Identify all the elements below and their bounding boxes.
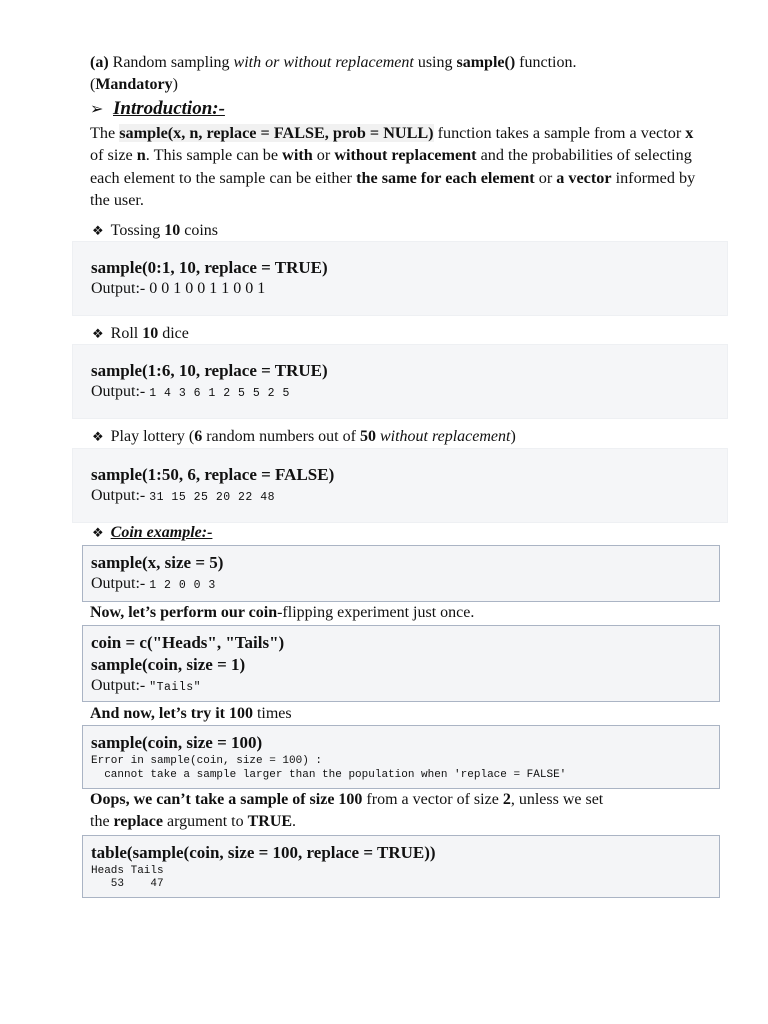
text: or: [534, 168, 557, 187]
heading-function-name: sample(): [456, 54, 516, 71]
text: Play lottery (: [110, 428, 195, 445]
text: informed by the user.: [90, 168, 696, 210]
text: . This sample can be: [145, 146, 283, 165]
text: dice: [158, 325, 189, 342]
text: The: [90, 124, 120, 142]
text: Tossing: [110, 222, 165, 239]
text-bold: the same for each element: [356, 168, 535, 187]
output-value: 0 0 1 0 0 1 1 0 0 1: [149, 280, 266, 297]
mandatory-label: Mandatory: [95, 76, 173, 93]
text: coins: [180, 222, 218, 239]
text: argument to: [163, 813, 248, 830]
heading-emphasis: with or without replacement: [233, 54, 414, 71]
diamond-bullet-icon: ❖: [92, 327, 104, 342]
code-block-dice: [72, 344, 728, 419]
code-block-flip-once: [82, 625, 720, 702]
text-bold: x: [685, 124, 694, 142]
oops-text-line1: [90, 789, 603, 811]
text: function takes a sample from a vector: [433, 124, 686, 142]
text: Roll: [110, 325, 143, 342]
error-line: Error in sample(coin, size = 100) :: [91, 755, 323, 767]
table-output-header: Heads Tails: [91, 865, 164, 877]
section-heading: [90, 52, 576, 74]
oops-text-line2: [90, 811, 296, 833]
text-bold: 10: [164, 222, 181, 239]
output-label: Output:-: [91, 280, 150, 297]
output-line: [91, 383, 290, 401]
output-line: [91, 677, 201, 695]
heading-text: using: [413, 54, 457, 71]
code-block-coins: [72, 241, 728, 316]
text-bold: 2: [502, 791, 511, 808]
output-label: Output:-: [91, 575, 150, 592]
output-label: Output:-: [91, 677, 150, 694]
text-bold: 100: [338, 791, 363, 808]
code-block-coin-example: [82, 545, 720, 602]
text: times: [252, 705, 292, 722]
bullet-play-lottery: [92, 426, 516, 449]
text-bold: without replacement: [334, 146, 477, 165]
code-line: coin = c("Heads", "Tails"): [91, 633, 285, 652]
code-line: sample(1:6, 10, replace = TRUE): [91, 361, 328, 380]
output-label: Output:-: [91, 383, 150, 400]
text-bold: 100: [228, 705, 253, 722]
text: of size: [90, 146, 137, 165]
code-line: table(sample(coin, size = 100, replace = TRUE)): [91, 843, 436, 862]
bullet-coin-example: [92, 522, 212, 545]
output-value: 31 15 25 20 22 48: [149, 491, 276, 504]
heading-text: function.: [515, 54, 577, 71]
text-bold: 6: [194, 428, 203, 445]
text: , unless we set: [510, 791, 604, 808]
text-bold: 10: [142, 325, 159, 342]
text: the: [90, 813, 114, 830]
text-bold: 50: [359, 428, 376, 445]
paren: ): [172, 76, 178, 93]
bullet-roll-dice: [92, 323, 189, 346]
text-bold: with: [282, 146, 313, 165]
code-line: sample(coin, size = 1): [91, 655, 246, 674]
error-line: cannot take a sample larger than the population when 'replace = FALSE': [91, 769, 567, 781]
text: from a vector of size: [362, 791, 503, 808]
code-line: sample(x, size = 5): [91, 553, 224, 572]
introduction-title: Introduction:-: [113, 98, 225, 119]
code-line: sample(0:1, 10, replace = TRUE): [91, 258, 328, 277]
text: Now, let’s perform our: [90, 604, 249, 621]
output-line: [91, 280, 265, 298]
paren: (: [90, 76, 96, 93]
introduction-paragraph: [90, 122, 702, 212]
text: -flipping experiment just once.: [277, 604, 475, 621]
text: ): [510, 428, 516, 445]
function-signature: sample(x, n, replace = FALSE, prob = NULL): [119, 124, 434, 142]
text: .: [292, 813, 297, 830]
hundred-times-text: [90, 703, 292, 725]
text: random numbers out of: [202, 428, 360, 445]
output-line: [91, 575, 216, 593]
code-block-table: [82, 835, 720, 898]
text-bold: n: [136, 146, 146, 165]
arrow-bullet-icon: ➢: [90, 101, 104, 118]
table-output-values: 53 47: [91, 878, 164, 890]
heading-label: (a): [90, 54, 109, 71]
text-bold: TRUE: [247, 813, 293, 830]
code-block-lottery: [72, 448, 728, 523]
text-bold: coin: [248, 604, 278, 621]
bullet-tossing-coins: [92, 220, 218, 243]
code-line: sample(1:50, 6, replace = FALSE): [91, 465, 335, 484]
output-value: "Tails": [149, 681, 202, 694]
text-italic: without replacement: [375, 428, 511, 445]
text: Oops, we can’t take a sample of size: [90, 791, 339, 808]
text: And now, let’s try it: [90, 705, 229, 722]
text-bold: replace: [113, 813, 164, 830]
heading-text: Random sampling: [108, 54, 234, 71]
code-block-hundred: [82, 725, 720, 789]
diamond-bullet-icon: ❖: [92, 224, 104, 239]
coin-example-title: Coin example:-: [110, 524, 213, 541]
flip-once-text: [90, 602, 474, 624]
diamond-bullet-icon: ❖: [92, 430, 104, 445]
text: and the probabilities of selecting each element to the sample can be either: [90, 146, 692, 187]
code-line: sample(coin, size = 100): [91, 733, 263, 752]
diamond-bullet-icon: ❖: [92, 526, 104, 541]
text-bold: a vector: [556, 168, 612, 187]
output-line: [91, 487, 275, 505]
text: or: [312, 146, 335, 165]
output-value: 1 2 0 0 3: [149, 579, 216, 592]
output-label: Output:-: [91, 487, 150, 504]
mandatory-note: [90, 74, 178, 96]
output-value: 1 4 3 6 1 2 5 5 2 5: [149, 387, 290, 400]
